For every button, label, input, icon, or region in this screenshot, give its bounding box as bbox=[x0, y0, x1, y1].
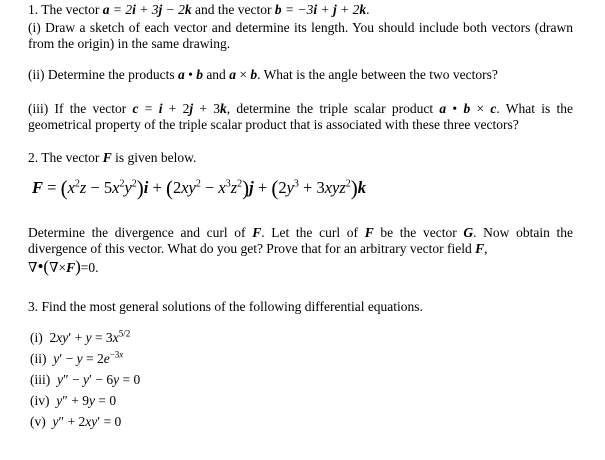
f-symbol: F bbox=[252, 225, 262, 240]
q2-intro-end: is given below. bbox=[111, 150, 197, 165]
q1-part-iii-mid: , determine the triple scalar product bbox=[226, 101, 440, 116]
q1-part-i: (i) Draw a sketch of each vector and determine its length. You should include both vectors (drawn from the origin) in the same drawing. bbox=[28, 20, 573, 52]
q1-part-ii-end: . What is the angle between the two vectors? bbox=[257, 67, 498, 82]
q2-text-5: , bbox=[484, 241, 488, 257]
cross-product-expr: a × b bbox=[229, 67, 258, 82]
q2-text-2: . Let the curl of bbox=[261, 225, 365, 240]
ode-3: (iii) y″ − y′ − 6y = 0 bbox=[30, 372, 141, 387]
g-symbol: G bbox=[463, 225, 474, 240]
ode-label: (iii) bbox=[30, 372, 51, 387]
q1-part-iii-end: . What is the geometrical property of the triple scalar product that is associated with these three vectors? bbox=[28, 101, 574, 133]
q2-intro-prefix: 2. The vector bbox=[28, 150, 103, 165]
q1-part-ii-and: and bbox=[202, 67, 230, 82]
q1-intro-end: . bbox=[366, 2, 370, 17]
f-symbol: F bbox=[475, 241, 485, 257]
div-curl-identity: ∇•(∇×F)=0. bbox=[28, 257, 99, 277]
ode-1: (i) $2xy' + y = 3x^{5/2}$ bbox=[30, 328, 131, 345]
q1-part-ii-prefix: (ii) Determine the products bbox=[28, 67, 178, 82]
q2-text-1: Determine the divergence and curl of bbox=[28, 225, 253, 240]
q2-text-4: . Now obtain the divergence of this vector. What do you get? Prove that for an arbitrary vector field bbox=[28, 225, 573, 257]
q2-task bbox=[28, 225, 573, 278]
q1-part-ii bbox=[28, 67, 573, 83]
q1-intro-mid: and the vector bbox=[191, 2, 275, 17]
q1-intro bbox=[28, 2, 573, 18]
vector-field-formula: $F = (x^2z - 5x^2y^2)i + (2xy^2 - x^3z^2)j + (2y^3 + 3xyz^2)k$ bbox=[32, 176, 367, 200]
q3-title: 3. Find the most general solutions of the following differential equations. bbox=[28, 299, 423, 314]
q1-intro-prefix: 1. The vector bbox=[28, 2, 103, 17]
vector-b-def: b = −3i + j + 2k bbox=[274, 2, 367, 17]
ode-label: (ii) bbox=[30, 351, 47, 366]
triple-product-expr: a • b × c bbox=[439, 101, 497, 116]
dot-product-expr: a • b bbox=[177, 67, 203, 82]
vector-a-def: a = 2i + 3j − 2k bbox=[102, 2, 192, 17]
vector-c-def: c = i + 2j + 3k bbox=[132, 101, 227, 116]
q1-part-iii-prefix: (iii) If the vector bbox=[28, 101, 133, 116]
ode-2: (ii) $y' - y = 2e^{-3x}$ bbox=[30, 349, 124, 366]
ode-5: (v) y″ + 2xy′ = 0 bbox=[30, 414, 122, 429]
ode-4: (iv) y″ + 9y = 0 bbox=[30, 393, 117, 408]
f-symbol: F bbox=[102, 150, 112, 165]
f-symbol: F bbox=[364, 225, 374, 240]
q2-intro bbox=[28, 150, 573, 166]
ode-label: (iv) bbox=[30, 393, 50, 408]
ode-label: (v) bbox=[30, 414, 46, 429]
q1-part-iii bbox=[28, 101, 573, 133]
q2-text-3: be the vector bbox=[373, 225, 464, 240]
ode-label: (i) bbox=[30, 330, 43, 345]
